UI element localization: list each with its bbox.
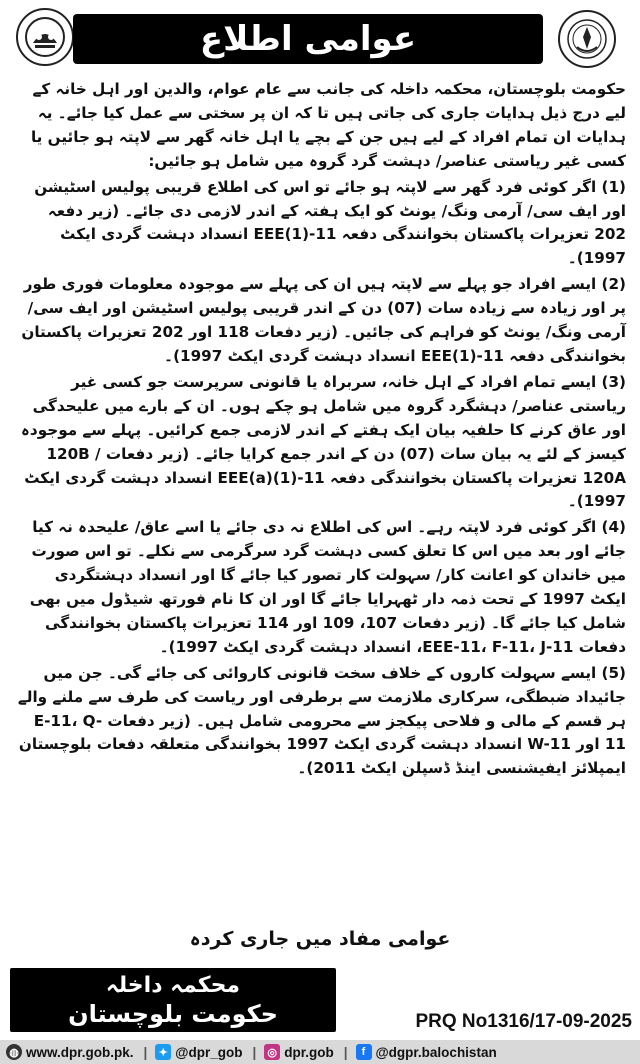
prq-number: PRQ No1316/17-09-2025 (415, 1011, 632, 1032)
twitter-link[interactable] (155, 1044, 242, 1060)
website-text: www.dpr.gob.pk. (26, 1044, 134, 1060)
facebook-link[interactable] (356, 1044, 497, 1060)
facebook-text: @dgpr.balochistan (375, 1044, 497, 1060)
notice-title-banner (73, 14, 543, 64)
crest-icon (565, 17, 609, 61)
instruction-1: (1) اگر کوئی فرد گھر سے لاپتہ ہو جائے تو اس کی اطلاع قریبی پولیس اسٹیشن اور ایف سی/ آرمی ونگ/ یونٹ کو ایک ہفتہ کے اندر لازمی دی جائے۔ (زیر دفعہ 202 تعزیرات پاکستان بخوانندگی دفعہ 11-(1)EEE انسداد دہشت گردی ایکٹ 1997)۔ (34, 177, 626, 268)
footer-bar (0, 1040, 640, 1064)
instagram-icon: ◎ (264, 1044, 280, 1060)
facebook-icon: f (356, 1044, 372, 1060)
instruction-5: (5) ایسے سہولت کاروں کے خلاف سخت قانونی کاروائی کی جائے گی۔ جن میں جائیداد ضبطگی، سرکاری ملازمت سے برطرفی اور ریاست کی طرف سے ملنے والے ہر قسم کے مالی و فلاحی پیکجز سے محرومی شامل ہیں۔ (زیر دفعات E-11، Q-11 اور W-11 انسداد دہشت گردی ایکٹ 1997 بخوانندگی متعلقہ دفعات بلوچستان ایمپلائز ایفیشنسی اینڈ ڈسپلن ایکٹ 2011)۔ (17, 663, 626, 778)
intro-paragraph: حکومت بلوچستان، محکمہ داخلہ کی جانب سے عام عوام، والدین اور اہل خانہ کے لیے درج ذیل ہدایات جاری کی جاتی ہیں تا کہ ان پر سختی سے عمل کیا جائے۔ یہ ہدایات ان تمام افراد کے لیے ہیں جن کے بچے یا اہل خانہ گھر سے لاپتہ ہو جائیں یا کسی غیر ریاستی عناصر/ دہشت گرد گروہ میں شامل ہو جائیں: (30, 80, 626, 170)
issuer-box (10, 968, 336, 1032)
globe-icon: ◍ (6, 1044, 22, 1060)
instagram-link[interactable] (264, 1044, 334, 1060)
page-title: عوامی اطلاع (199, 19, 417, 59)
twitter-text: @dpr_gob (175, 1044, 243, 1060)
instagram-text: dpr.gob (284, 1044, 334, 1060)
issuer-department: محکمہ داخلہ (105, 973, 241, 998)
emblem-icon (23, 15, 67, 59)
public-interest-line: عوامی مفاد میں جاری کردہ (189, 928, 451, 950)
instruction-3: (3) ایسے تمام افراد کے اہل خانہ، سربراہ یا قانونی سرپرست جو کسی غیر ریاستی عناصر/ دہشگرد گروہ میں شامل ہو چکے ہوں۔ ان کے بارے میں علیحدگی اور عاق کرنے کا حلفیہ بیان ایک ہفتے کے اندر لازمی جمع کرائیں۔ پہلے سے موجودہ کیسز کے لئے یہ بیان سات (07) دن کے اندر جمع کرایا جائے۔ (زیر دفعات 120B / 120A تعزیرات پاکستان بخوانندگی دفعہ 11-(1)EEE(a) انسداد دہشت گردی ایکٹ 1997)۔ (21, 372, 626, 511)
instruction-4: (4) اگر کوئی فرد لاپتہ رہے۔ اس کی اطلاع نہ دی جائے یا اسے عاق/ علیحدہ نہ کیا جائے اور بعد میں اس کا تعلق کسی دہشت گرد سرگرمی سے نکلے۔ تو اس صورت میں خاندان کو اعانت کار/ سہولت کار تصور کیا جائے گا اور انسداد دہشتگردی ایکٹ 1997 کے تحت ذمہ دار ٹھہرایا جائے گا اور ان کا نام فورتھ شیڈول میں بھی شامل کیا جائے گا۔ (زیر دفعات 107، 109 اور 114 تعزیرات پاکستان بخوانندگی دفعات EEE-11، F-11، J-11، انسداد دہشت گردی ایکٹ 1997)۔ (29, 518, 626, 656)
instruction-2: (2) ایسے افراد جو پہلے سے لاپتہ ہیں ان کی پہلے سے موجودہ معلومات فوری طور پر اور زیادہ سے زیادہ سات (07) دن کے اندر قریبی پولیس اسٹیشن اور ایف سی/ آرمی ونگ/ یونٹ کو فراہم کی جائیں۔ (زیر دفعات 118 اور 202 تعزیرات پاکستان بخوانندگی دفعہ 11-(1)EEE انسداد دہشت گردی ایکٹ 1997)۔ (21, 275, 626, 365)
issuer-government: حکومت بلوچستان (68, 1000, 278, 1028)
divider: | (143, 1044, 148, 1060)
notice-body (14, 78, 626, 783)
twitter-icon: ✦ (155, 1044, 171, 1060)
home-department-logo (16, 8, 74, 66)
divider: | (252, 1044, 257, 1060)
website-link[interactable] (6, 1044, 134, 1060)
balochistan-government-logo (558, 10, 616, 68)
divider: | (343, 1044, 348, 1060)
